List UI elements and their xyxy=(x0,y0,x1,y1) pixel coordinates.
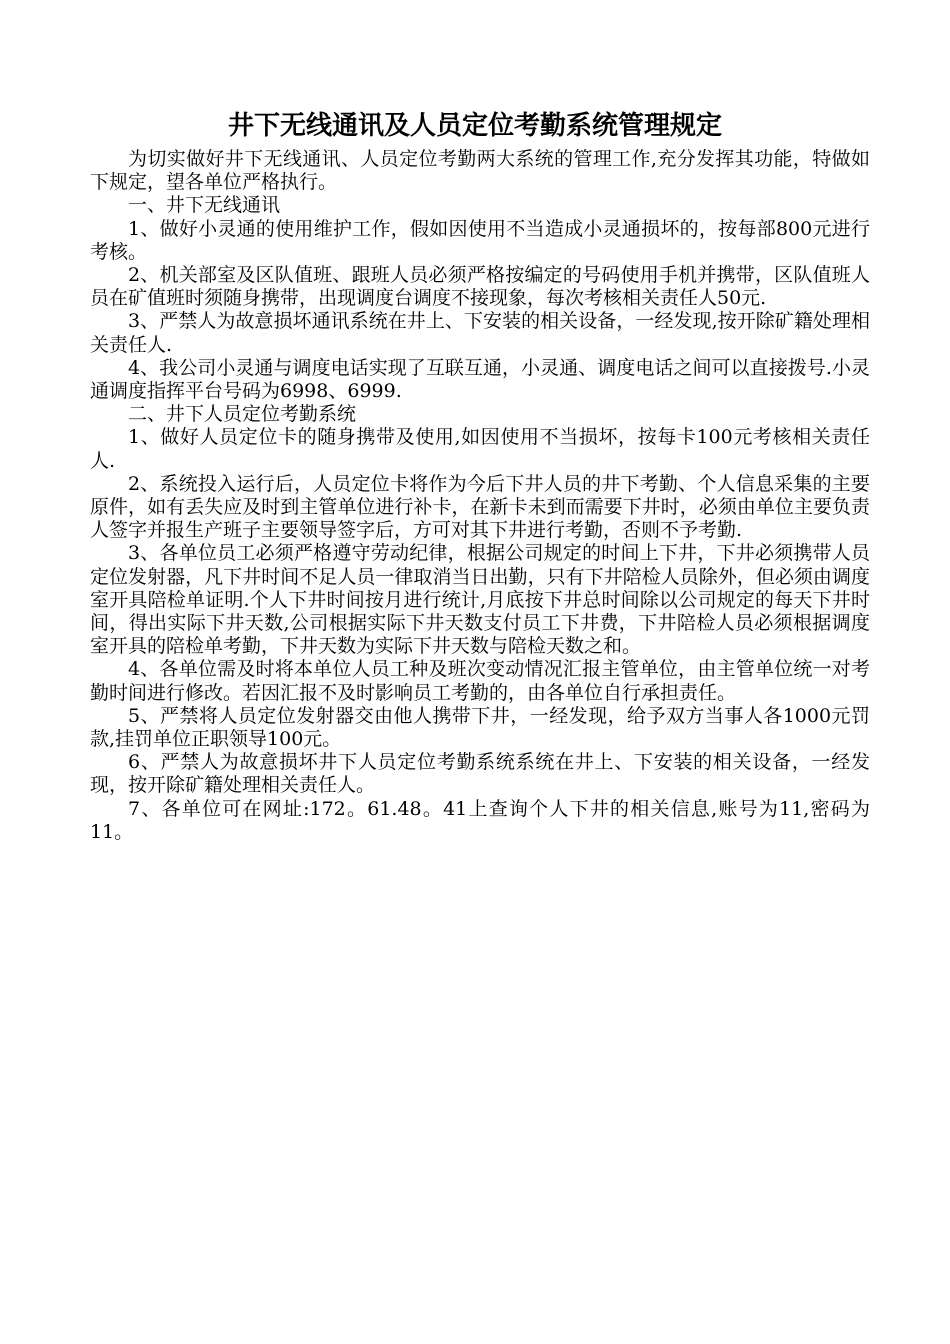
paragraph-wireless-3: 3、严禁人为故意损坏通讯系统在井上、下安装的相关设备，一经发现,按开除矿籍处理相关责任人. xyxy=(90,310,870,356)
document-body xyxy=(90,148,870,844)
paragraph-intro: 为切实做好井下无线通讯、人员定位考勤两大系统的管理工作,充分发挥其功能，特做如下规定，望各单位严格执行。 xyxy=(90,148,870,194)
section-heading-wireless: 一、井下无线通讯 xyxy=(128,194,281,217)
paragraph-wireless-4: 4、我公司小灵通与调度电话实现了互联互通，小灵通、调度电话之间可以直接拨号.小灵通调度指挥平台号码为6998、6999. xyxy=(90,356,870,403)
document-title: 井下无线通讯及人员定位考勤系统管理规定 xyxy=(227,111,722,141)
paragraph-positioning-5: 5、严禁将人员定位发射器交由他人携带下井，一经发现，给予双方当事人各1000元罚款,挂罚单位正职领导100元。 xyxy=(90,704,870,751)
paragraph-wireless-2: 2、机关部室及区队值班、跟班人员必须严格按编定的号码使用手机并携带，区队值班人员在矿值班时须随身携带，出现调度台调度不接现象，每次考核相关责任人50元. xyxy=(90,264,870,310)
paragraph-positioning-6: 6、严禁人为故意损坏井下人员定位考勤系统系统在井上、下安装的相关设备，一经发现，按开除矿籍处理相关责任人。 xyxy=(90,751,870,797)
paragraph-positioning-4: 4、各单位需及时将本单位人员工种及班次变动情况汇报主管单位，由主管单位统一对考勤时间进行修改。若因汇报不及时影响员工考勤的，由各单位自行承担责任。 xyxy=(90,658,870,704)
paragraph-wireless-1: 1、做好小灵通的使用维护工作，假如因使用不当造成小灵通损坏的，按每部800元进行考核。 xyxy=(90,217,870,263)
paragraph-positioning-7: 7、各单位可在网址:172。61.48。41上查询个人下井的相关信息,账号为11,密码为11。 xyxy=(90,797,870,843)
paragraph-positioning-1: 1、做好人员定位卡的随身携带及使用,如因使用不当损坏，按每卡100元考核相关责任人. xyxy=(90,426,870,472)
paragraph-positioning-2: 2、系统投入运行后，人员定位卡将作为今后下井人员的井下考勤、个人信息采集的主要原件，如有丢失应及时到主管单位进行补卡，在新卡未到而需要下井时，必须由单位主要负责人签字并报生产班子主要领导签字后，方可对其下井进行考勤，否则不予考勤. xyxy=(90,472,870,542)
paragraph-positioning-3: 3、各单位员工必须严格遵守劳动纪律，根据公司规定的时间上下井，下井必须携带人员定位发射器，凡下井时间不足人员一律取消当日出勤，只有下井陪检人员除外，但必须由调度室开具陪检单证明.个人下井时间按月进行统计,月底按下井总时间除以公司规定的每天下井时间，得出实际下井天数,公司根据实际下井天数支付员工下井费，下井陪检人员必须根据调度室开具的陪检单考勤，下井天数为实际下井天数与陪检天数之和。 xyxy=(90,542,870,658)
section-heading-positioning: 二、井下人员定位考勤系统 xyxy=(128,403,357,426)
